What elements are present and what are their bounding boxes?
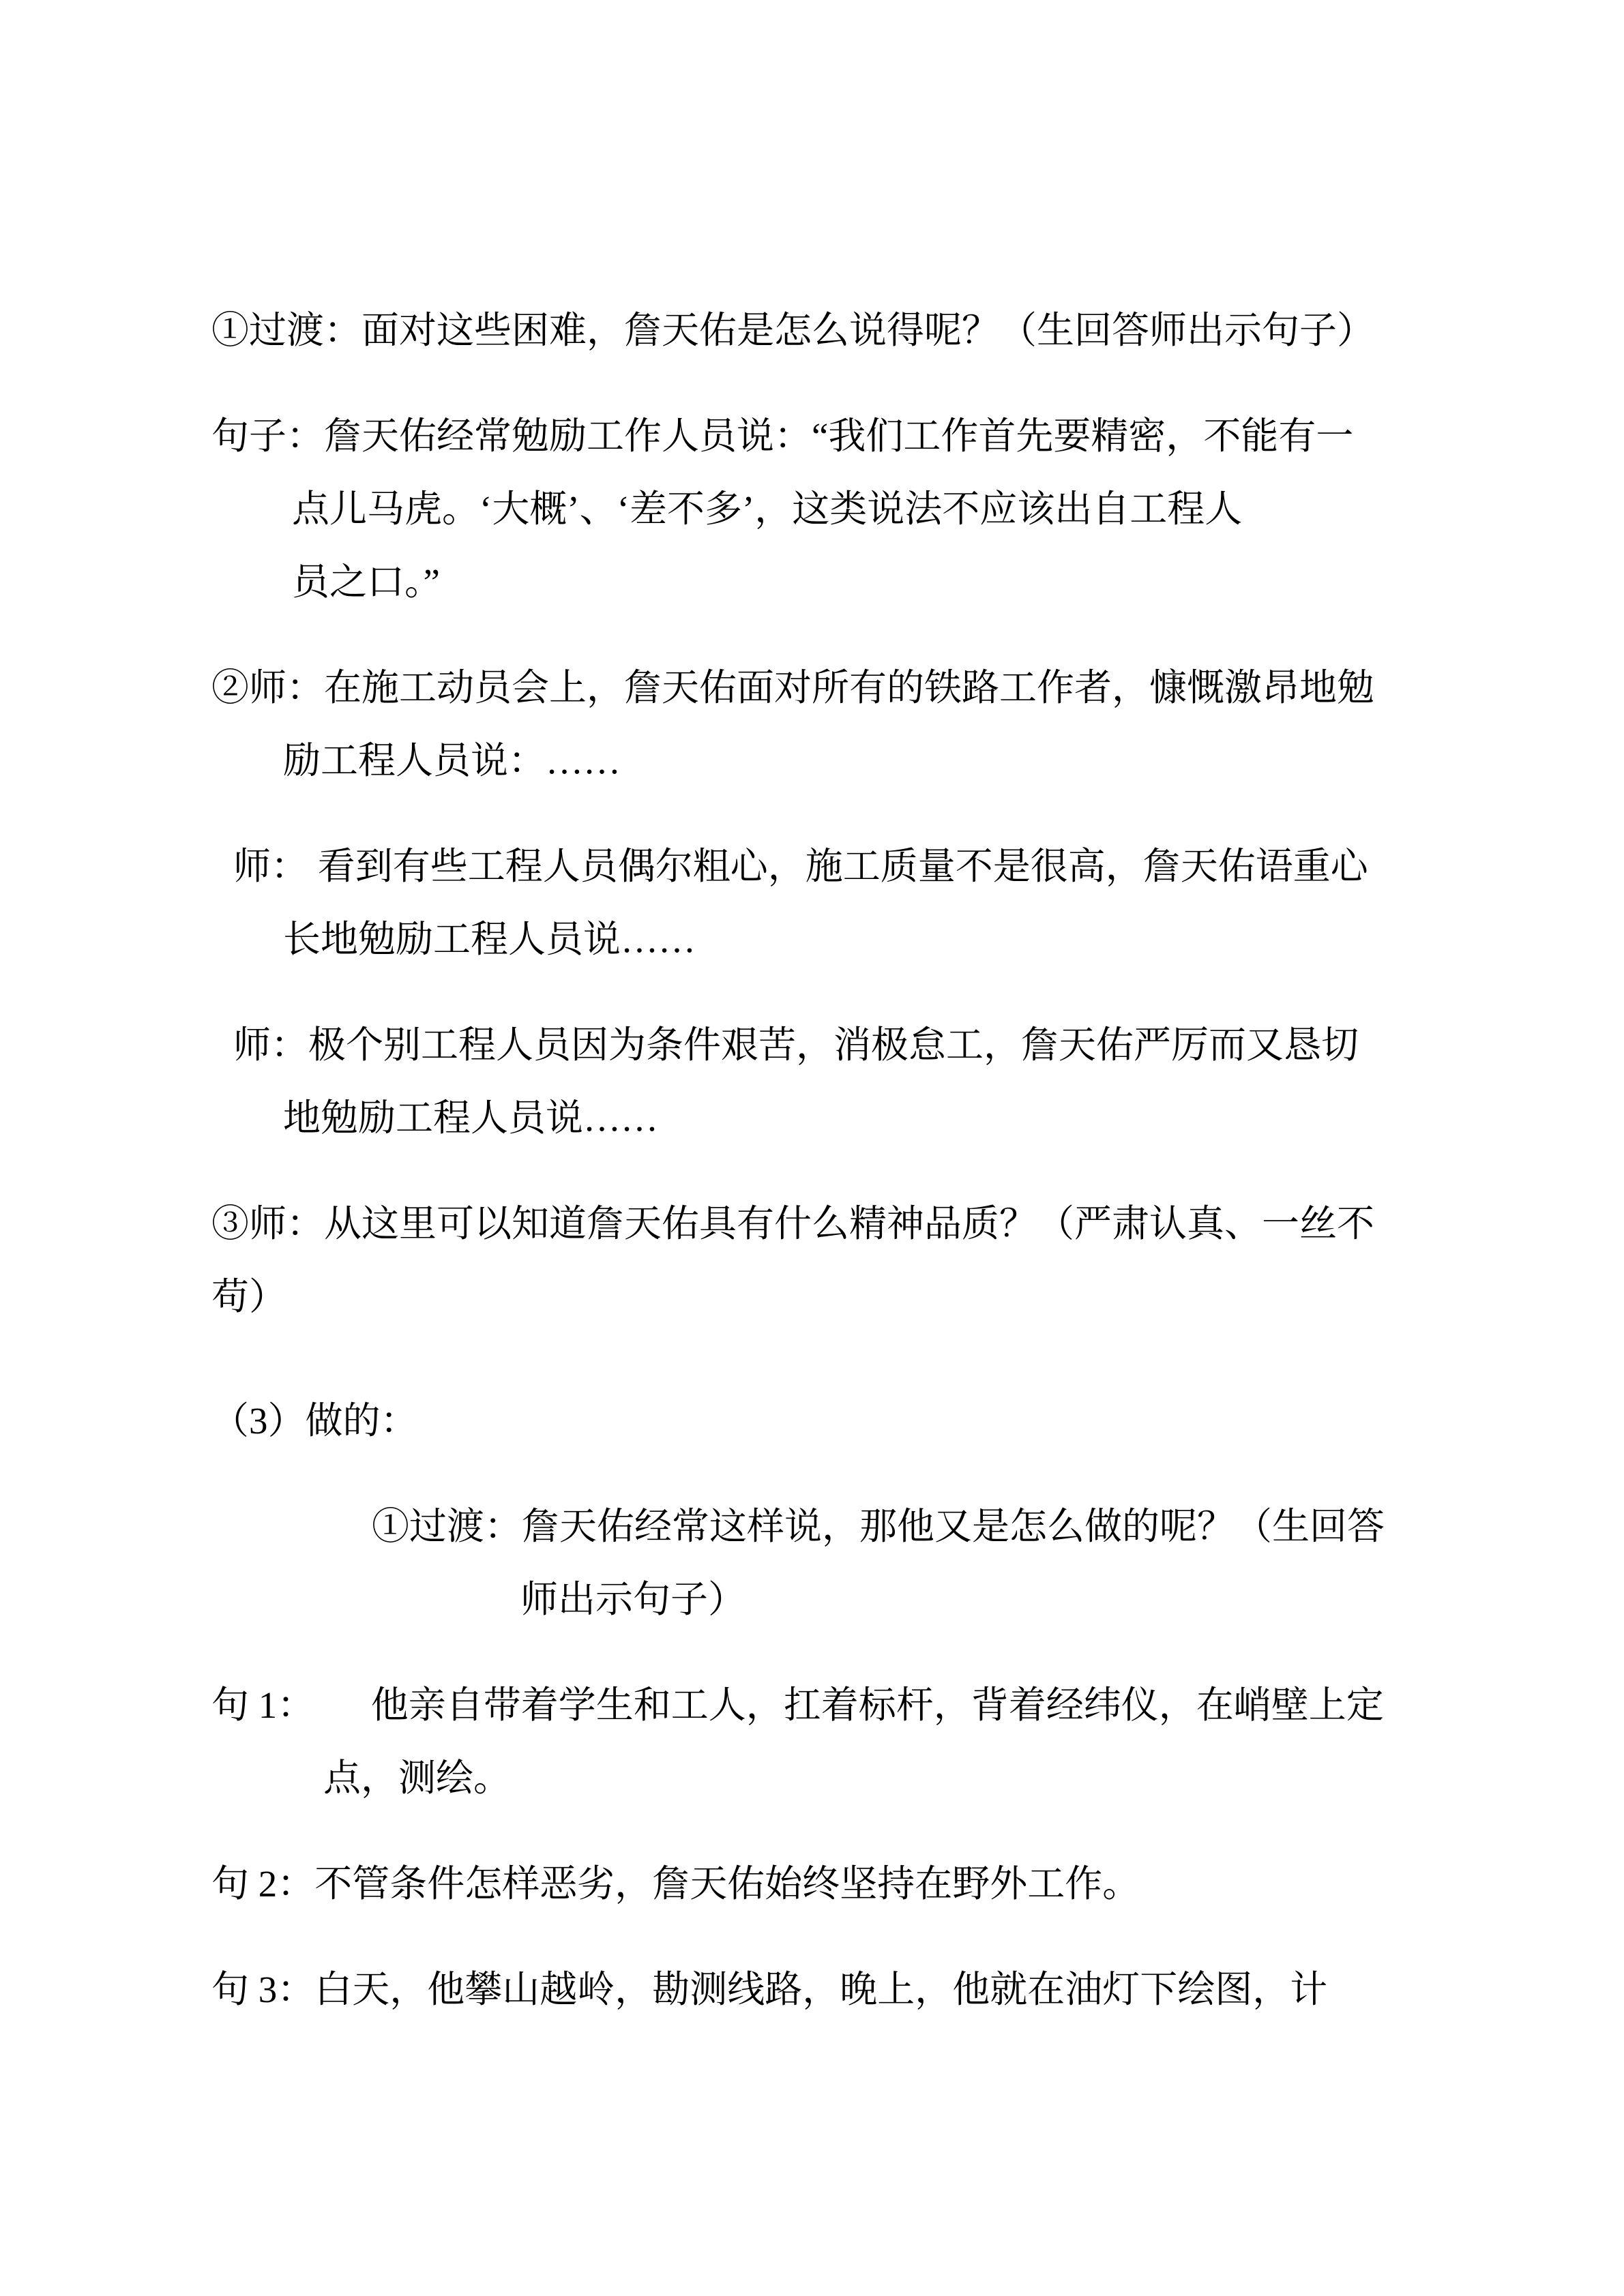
text-line: 句 2：不管条件怎样恶劣，詹天佑始终坚持在野外工作。	[211, 1863, 1140, 1905]
text-line: 励工程人员说：……	[283, 740, 621, 781]
text-line: 师：极个别工程人员因为条件艰苦，消极怠工，詹天佑严厉而又恳切	[233, 1024, 1359, 1066]
text-line: ①过渡：詹天佑经常这样说，那他又是怎么做的呢？（生回答	[372, 1506, 1385, 1547]
text-line: 地勉励工程人员说……	[283, 1097, 659, 1139]
text-line: 句 1： 他亲自带着学生和工人，扛着标杆，背着经纬仪，在峭壁上定	[211, 1684, 1384, 1726]
text-line: 师： 看到有些工程人员偶尔粗心，施工质量不是很高，詹天佑语重心	[233, 846, 1368, 887]
text-line: 点，测绘。	[323, 1757, 512, 1799]
text-line: 长地勉励工程人员说……	[283, 919, 696, 960]
text-line: 员之口。”	[292, 561, 440, 603]
text-line: 句 3：白天，他攀山越岭，勘测线路，晚上，他就在油灯下绘图，计	[211, 1969, 1328, 2010]
text-line: ③师：从这里可以知道詹天佑具有什么精神品质？（严肃认真、一丝不	[211, 1203, 1375, 1244]
text-line: 点儿马虎。‘大概’、‘差不多’，这类说法不应该出自工程人	[292, 488, 1243, 530]
text-line: 句子：詹天佑经常勉励工作人员说：“我们工作首先要精密，不能有一	[211, 415, 1354, 457]
text-line: 师出示句子）	[520, 1579, 746, 1620]
text-line: ①过渡：面对这些困难，詹天佑是怎么说得呢？（生回答师出示句子）	[211, 310, 1375, 351]
text-line: 苟）	[211, 1276, 287, 1317]
text-line: ②师：在施工动员会上，詹天佑面对所有的铁路工作者，慷慨激昂地勉	[211, 667, 1375, 709]
text-line: （3）做的：	[211, 1400, 418, 1442]
